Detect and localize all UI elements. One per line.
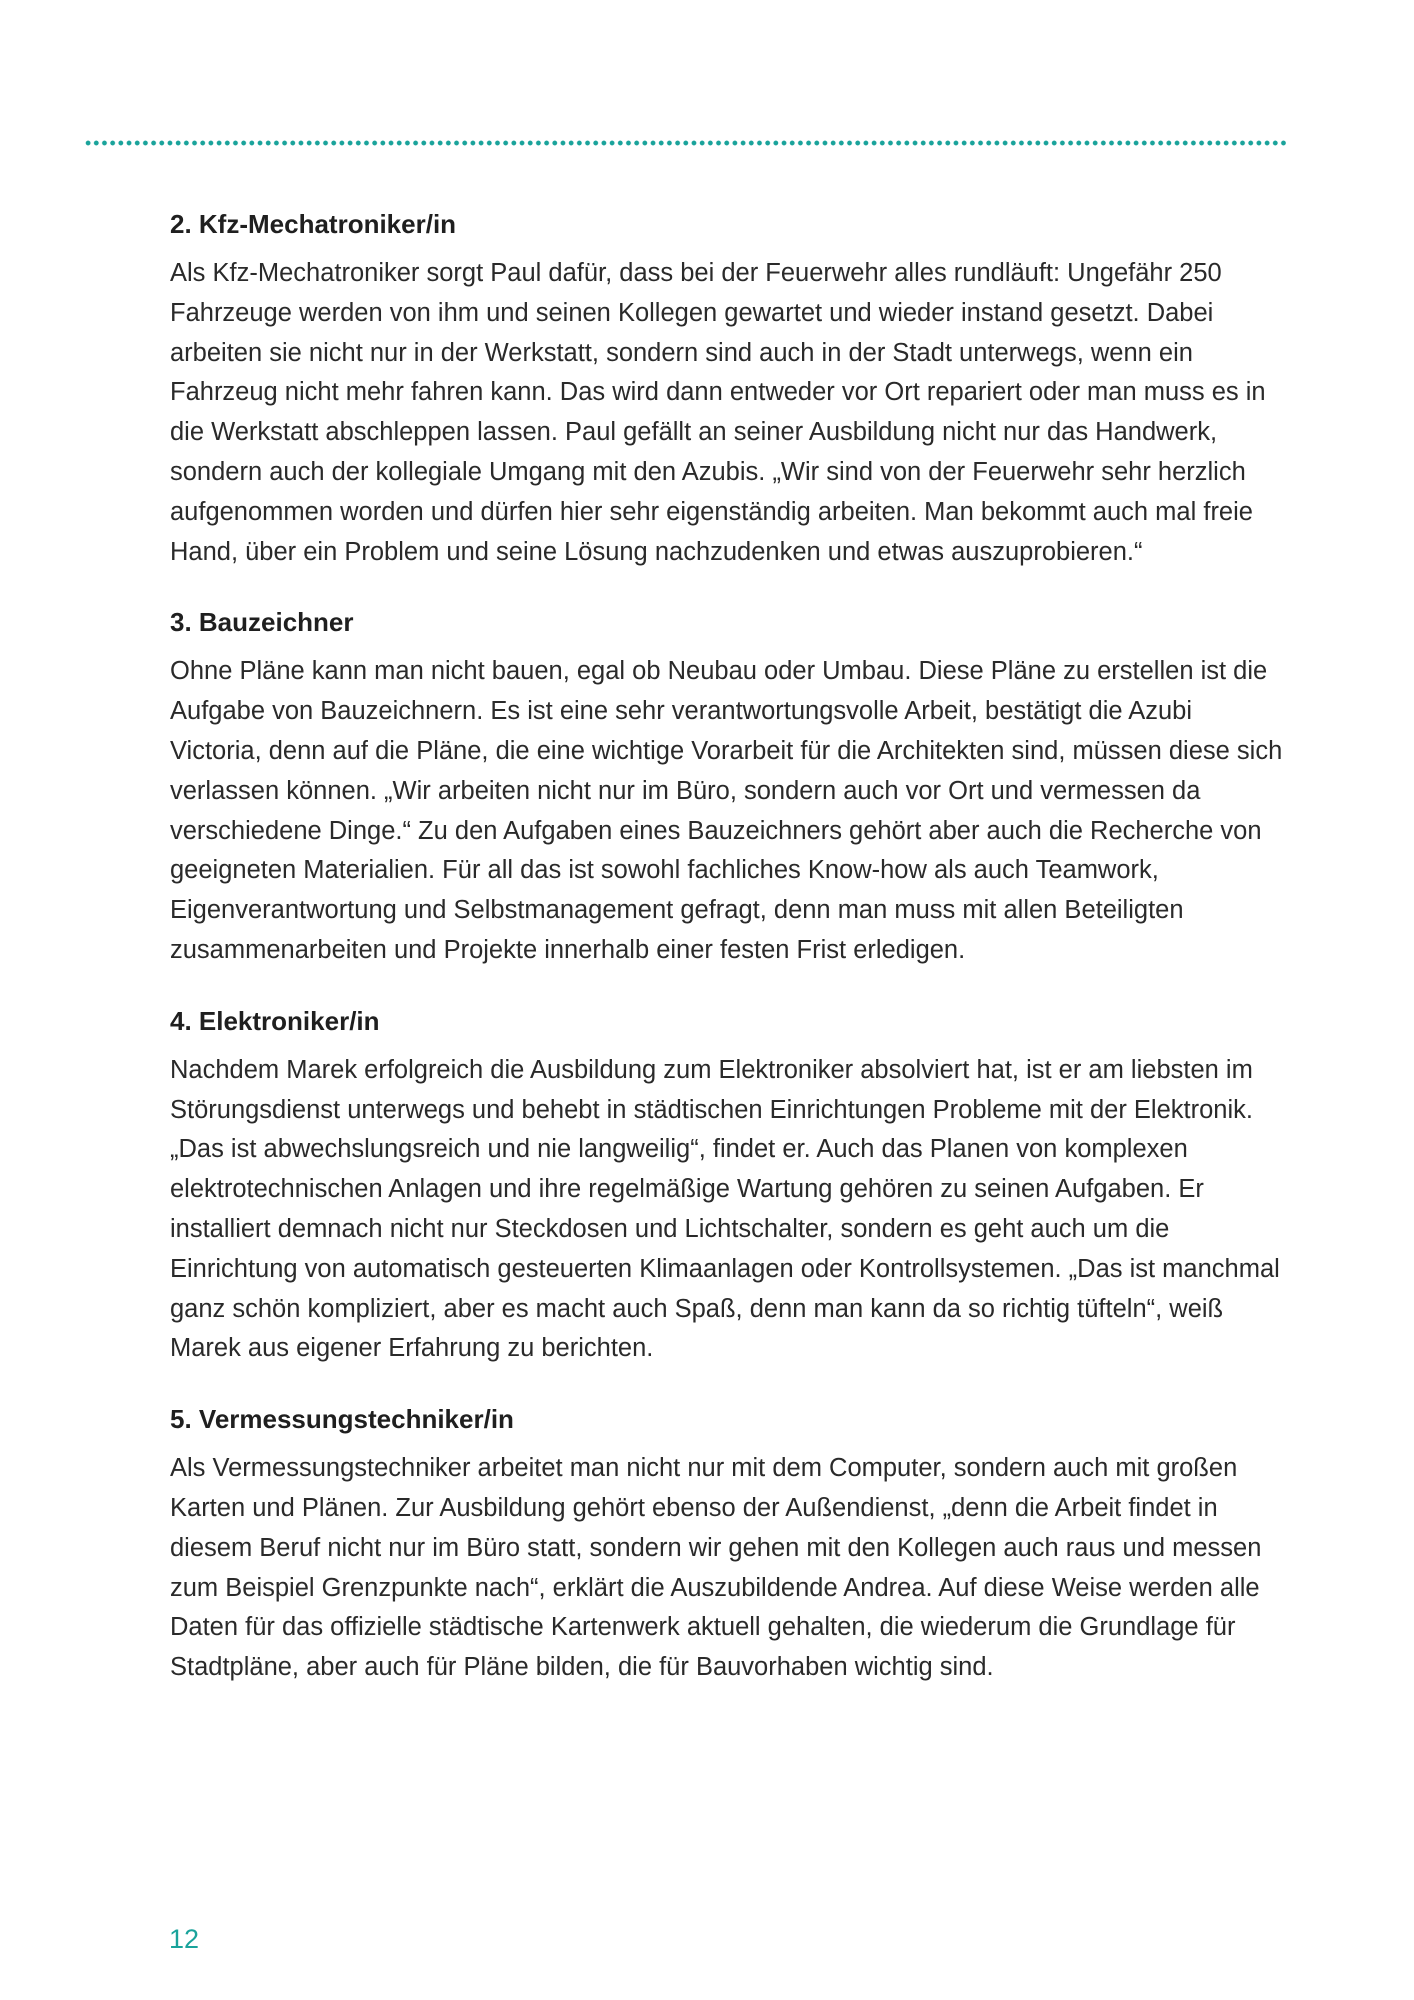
section-vermessungstechniker bbox=[170, 1399, 1290, 1688]
section-kfz-mechatroniker bbox=[170, 204, 1290, 572]
section-elektroniker bbox=[170, 1001, 1290, 1369]
section-paragraph: Nachdem Marek erfolgreich die Ausbildung zum Elektroniker absolviert hat, ist er am liebsten im Störungsdienst unterwegs und behebt in städtischen Einrichtungen Probleme mit der Elektronik. „Das ist abwechslungsreich und nie langweilig“, findet er. Auch das Planen von komplexen elektrotechnischen Anlagen und ihre regelmäßige Wartung gehören zu seinen Aufgaben. Er installiert demnach nicht nur Steckdosen und Lichtschalter, sondern es geht auch um die Einrichtung von automatisch gesteuerten Klimaanlagen oder Kontrollsystemen. „Das ist manchmal ganz schön kompliziert, aber es macht auch Spaß, denn man kann da so richtig tüfteln“, weiß Marek aus eigener Erfahrung zu berichten. bbox=[170, 1055, 1280, 1363]
section-bauzeichner bbox=[170, 602, 1290, 970]
section-paragraph: Als Kfz-Mechatroniker sorgt Paul dafür, dass bei der Feuerwehr alles rundläuft: Ungefähr 250 Fahrzeuge werden von ihm und seinen Kollegen gewartet und wieder instand gesetzt. Dabei arbeiten sie nicht nur in der Werkstatt, sondern sind auch in der Stadt unterwegs, wenn ein Fahrzeug nicht mehr fahren kann. Das wird dann entweder vor Ort repariert oder man muss es in die Werkstatt abschleppen lassen. Paul gefällt an seiner Ausbildung nicht nur das Handwerk, sondern auch der kollegiale Umgang mit den Azubis. „Wir sind von der Feuerwehr sehr herzlich aufgenommen worden und dürfen hier sehr eigenständig arbeiten. Man bekommt auch mal freie Hand, über ein Problem und seine Lösung nachzudenken und etwas auszuprobieren.“ bbox=[170, 259, 1266, 566]
section-paragraph: Als Vermessungstechniker arbeitet man nicht nur mit dem Computer, sondern auch mit großen Karten und Plänen. Zur Ausbildung gehört ebenso der Außendienst, „denn die Arbeit findet in diesem Beruf nicht nur im Büro statt, sondern wir gehen mit den Kollegen auch raus und messen zum Beispiel Grenzpunkte nach“, erklärt die Auszubildende Andrea. Auf diese Weise werden alle Daten für das offizielle städtische Kartenwerk aktuell gehalten, die wiederum die Grundlage für Stadtpläne, aber auch für Pläne bilden, die für Bauvorhaben wichtig sind. bbox=[170, 1454, 1262, 1682]
section-heading: 5. Vermessungstechniker/in bbox=[170, 1404, 514, 1435]
section-heading: 3. Bauzeichner bbox=[170, 607, 354, 638]
section-heading: 2. Kfz-Mechatroniker/in bbox=[170, 209, 457, 239]
section-heading: 4. Elektroniker/in bbox=[170, 1005, 380, 1036]
section-paragraph: Ohne Pläne kann man nicht bauen, egal ob Neubau oder Umbau. Diese Pläne zu erstellen ist die Aufgabe von Bauzeichnern. Es ist eine sehr verantwortungsvolle Arbeit, bestätigt die Azubi Victoria, denn auf die Pläne, die eine wichtige Vorarbeit für die Architekten sind, müssen diese sich verlassen können. „Wir arbeiten nicht nur im Büro, sondern auch vor Ort und vermessen da verschiedene Dinge.“ Zu den Aufgaben eines Bauzeichners gehört aber auch die Recherche von geeigneten Materialien. Für all das ist sowohl fachliches Know-how als auch Teamwork, Eigenverantwortung und Selbstmanagement gefragt, denn man muss mit allen Beteiligten zusammenarbeiten und Projekte innerhalb einer festen Frist erledigen. bbox=[170, 657, 1283, 964]
dotted-divider bbox=[84, 140, 1286, 146]
page-number: 12 bbox=[169, 1924, 200, 1954]
article-body bbox=[170, 204, 1290, 1718]
